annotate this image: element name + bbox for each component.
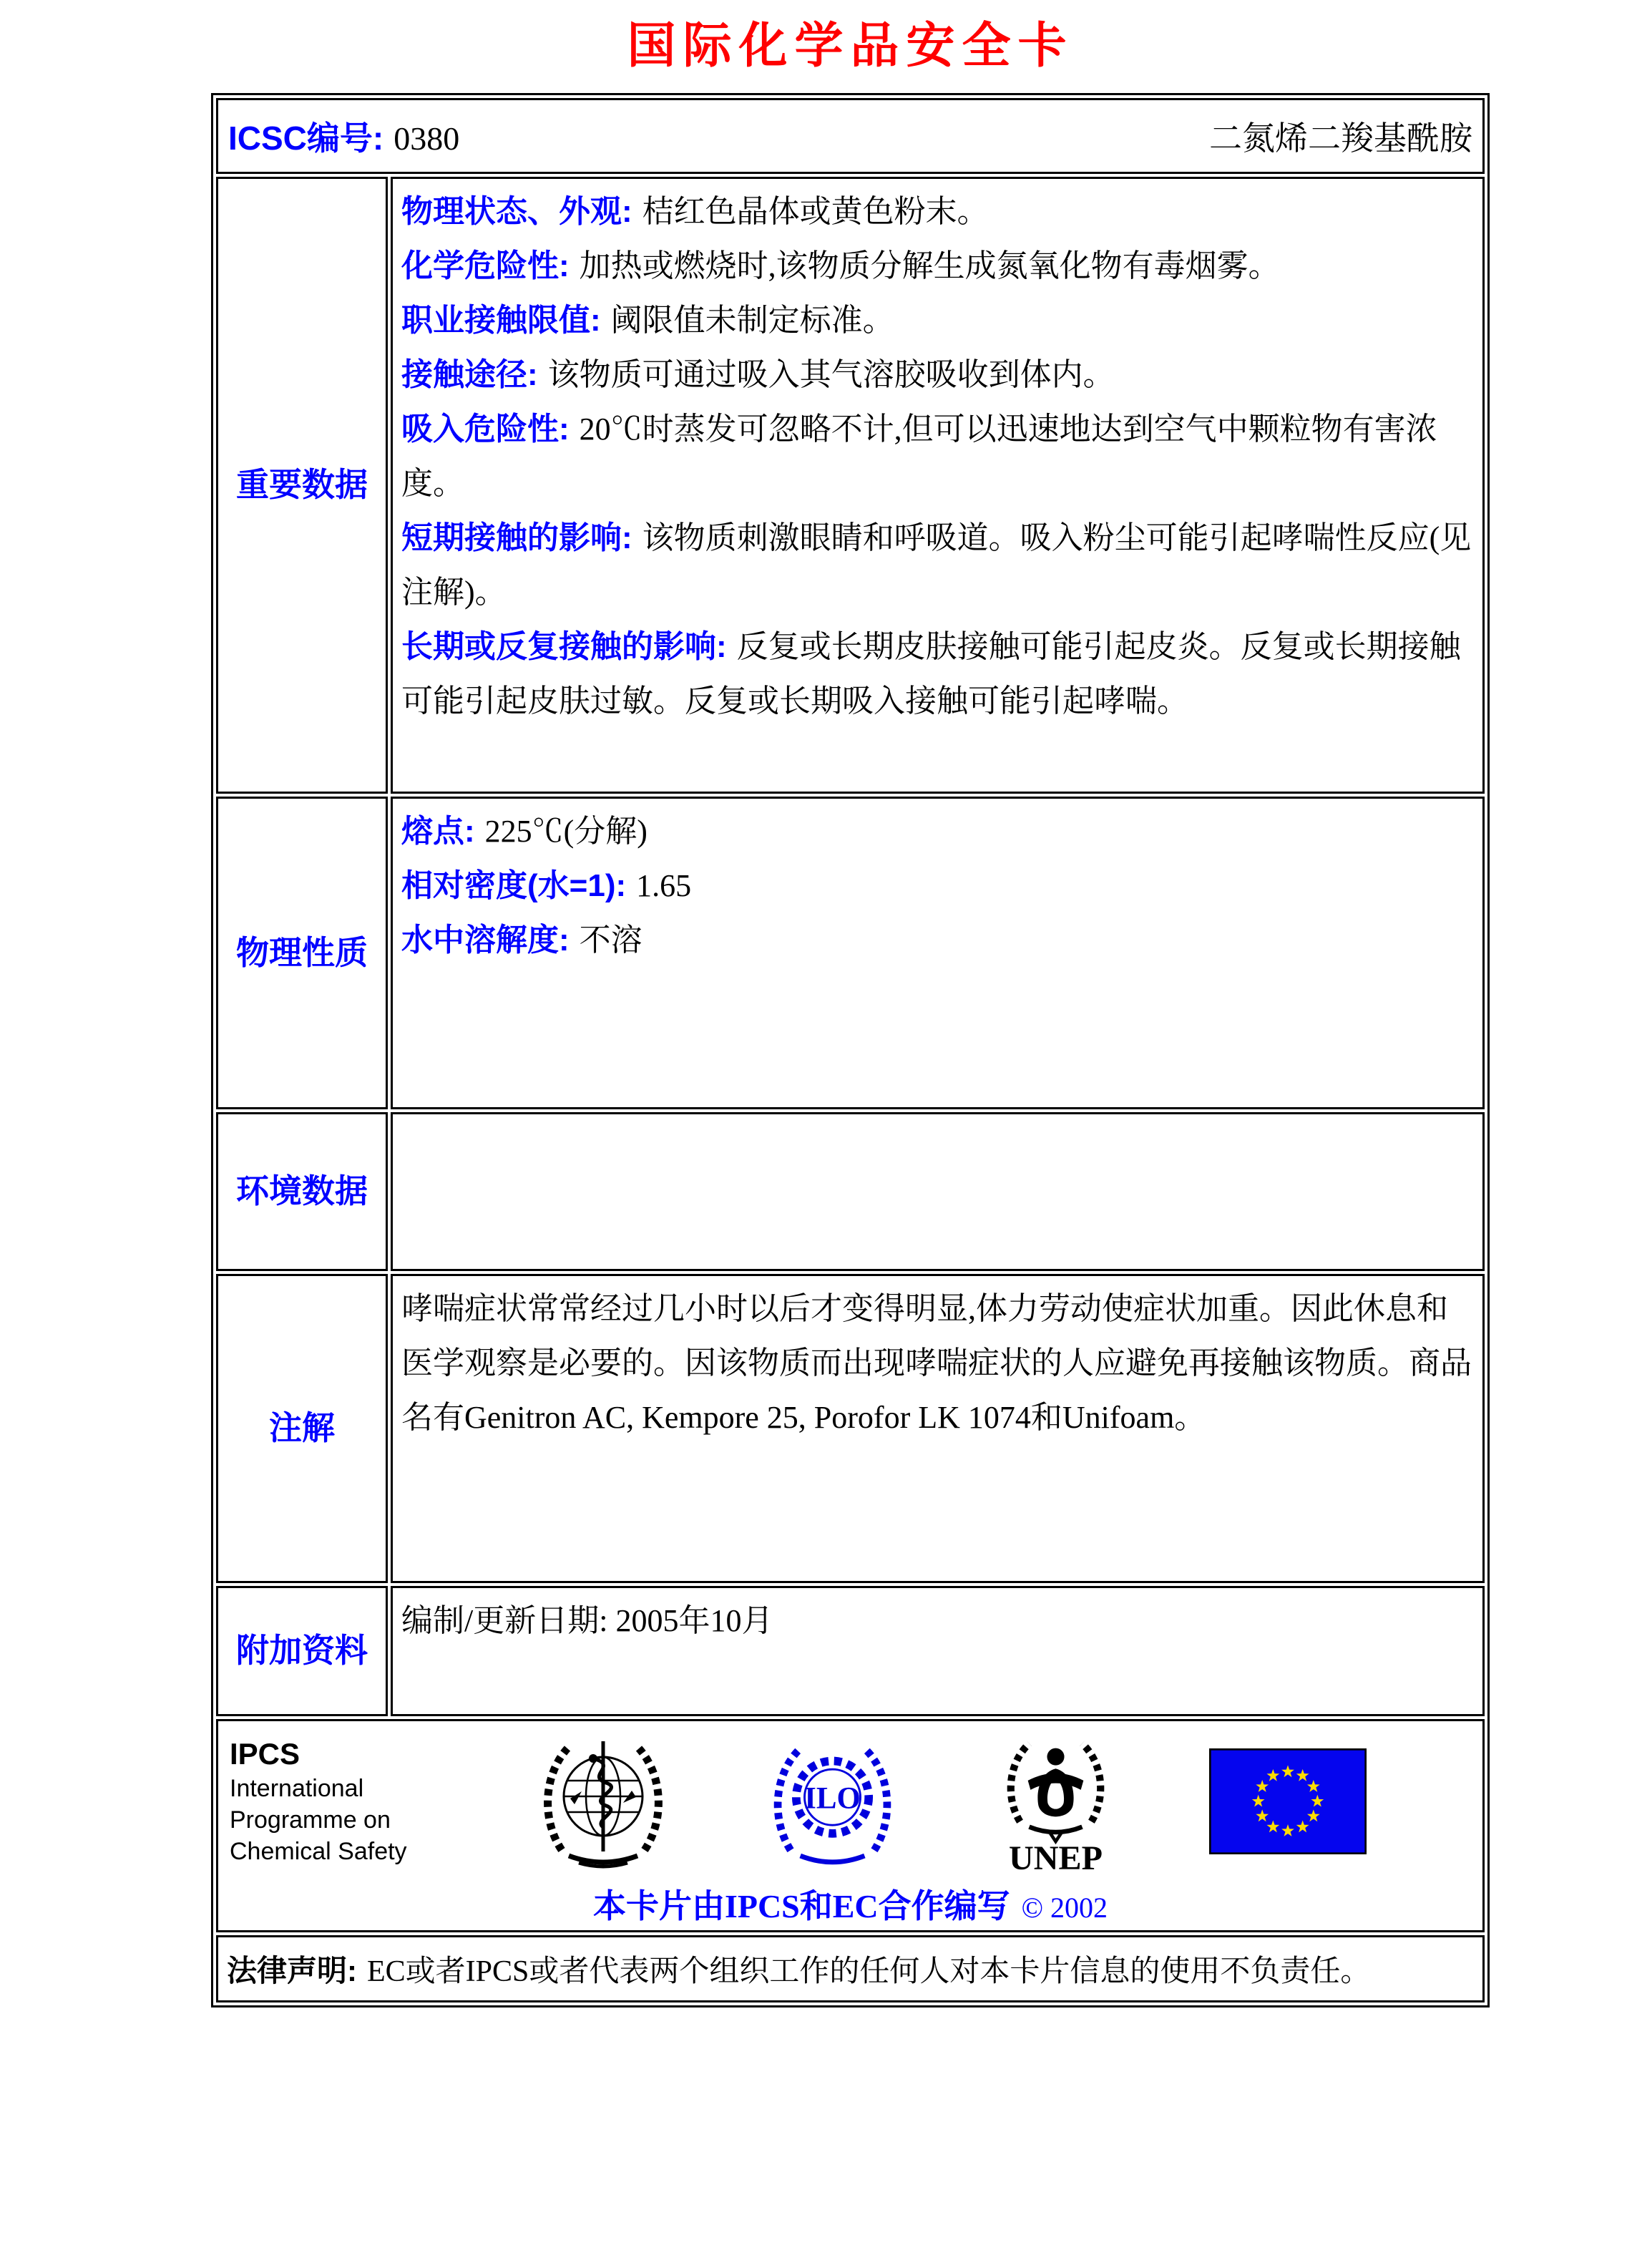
section-content-notes: 哮喘症状常常经过几小时以后才变得明显,体力劳动使症状加重。因此休息和医学观察是必要的。因该物质而出现哮喘症状的人应避免再接触该物质。商品名有Genitron AC, Kempore 25, Porofor LK 1074和Unifoam。: [391, 1274, 1485, 1583]
field-water-solubility: 水中溶解度: 不溶: [401, 923, 642, 958]
unep-logo-icon: [989, 1728, 1122, 1875]
section-content-environmental-data: [391, 1112, 1485, 1271]
additional-info-row: [216, 1586, 1485, 1716]
field-short-term-effects: 短期接触的影响: 该物质刺激眼睛和呼吸道。吸入粉尘可能引起哮喘性反应(见注解)。: [401, 520, 1472, 610]
ipcs-line-3: Chemical Safety: [230, 1838, 407, 1865]
field-melting-point: 熔点: 225℃(分解): [401, 814, 648, 849]
section-label-environmental-data: 环境数据: [216, 1112, 388, 1271]
who-logo-icon: [532, 1728, 675, 1875]
ipcs-title: IPCS: [230, 1737, 300, 1771]
legal-cell: [216, 1935, 1485, 2002]
section-label-important-data: 重要数据: [216, 177, 388, 794]
icsc-number-value: 0380: [394, 120, 460, 157]
ipcs-text-block: [230, 1736, 444, 1867]
credit-text: 本卡片由IPCS和EC合作编写: [592, 1888, 1010, 1924]
field-relative-density: 相对密度(水=1): 1.65: [401, 868, 692, 903]
credit-line: [227, 1880, 1474, 1927]
logos-row: [216, 1719, 1485, 1932]
field-occupational-limit: 职业接触限值: 阈限值未制定标准。: [401, 303, 894, 338]
field-physical-state: 物理状态、外观: 桔红色晶体或黄色粉末。: [401, 194, 989, 229]
section-content-additional-info: [391, 1586, 1485, 1716]
physical-properties-row: [216, 797, 1485, 1109]
copyright-text: © 2002: [1021, 1892, 1108, 1924]
ilo-label: ILO: [803, 1781, 861, 1816]
environmental-data-row: [216, 1112, 1485, 1271]
logos-cell: [216, 1719, 1485, 1932]
section-label-additional-info: 附加资料: [216, 1586, 388, 1716]
field-chemical-danger: 化学危险性: 加热或燃烧时,该物质分解生成氮氧化物有毒烟雾。: [401, 248, 1280, 283]
legal-row: [216, 1935, 1485, 2002]
field-update-date: 编制/更新日期: 2005年10月: [401, 1603, 773, 1638]
field-exposure-route: 接触途径: 该物质可通过吸入其气溶胶吸收到体内。: [401, 357, 1115, 392]
header-row: [216, 98, 1485, 174]
ilo-logo-icon: [763, 1728, 902, 1875]
logos-strip: [227, 1727, 1474, 1876]
header-cell: [216, 98, 1485, 174]
ipcs-line-1: International: [230, 1775, 364, 1802]
ipcs-line-2: Programme on: [230, 1806, 391, 1834]
section-label-notes: 注解: [216, 1274, 388, 1583]
icsc-number-group: [228, 112, 459, 160]
page-title: 国际化学品安全卡: [627, 19, 1074, 73]
field-long-term-effects: 长期或反复接触的影响: 反复或长期皮肤接触可能引起皮炎。反复或长期接触可能引起皮肤过敏。反复或长期吸入接触可能引起哮喘。: [401, 629, 1461, 719]
chemical-name: 二氮烯二羧基酰胺: [1209, 120, 1472, 157]
eu-flag-icon: [1209, 1748, 1367, 1854]
important-data-row: [216, 177, 1485, 794]
legal-label: 法律声明:: [227, 1954, 357, 1987]
icsc-number-label: ICSC编号:: [228, 120, 384, 157]
section-label-physical-properties: 物理性质: [216, 797, 388, 1109]
section-content-physical-properties: [391, 797, 1485, 1109]
field-inhalation-risk: 吸入危险性: 20℃时蒸发可忽略不计,但可以迅速地达到空气中颗粒物有害浓度。: [401, 412, 1437, 501]
legal-text: EC或者IPCS或者代表两个组织工作的任何人对本卡片信息的使用不负责任。: [367, 1955, 1371, 1988]
unep-label: UNEP: [1008, 1839, 1103, 1875]
section-content-important-data: [391, 177, 1485, 794]
icsc-table: [211, 93, 1490, 2007]
notes-row: [216, 1274, 1485, 1583]
